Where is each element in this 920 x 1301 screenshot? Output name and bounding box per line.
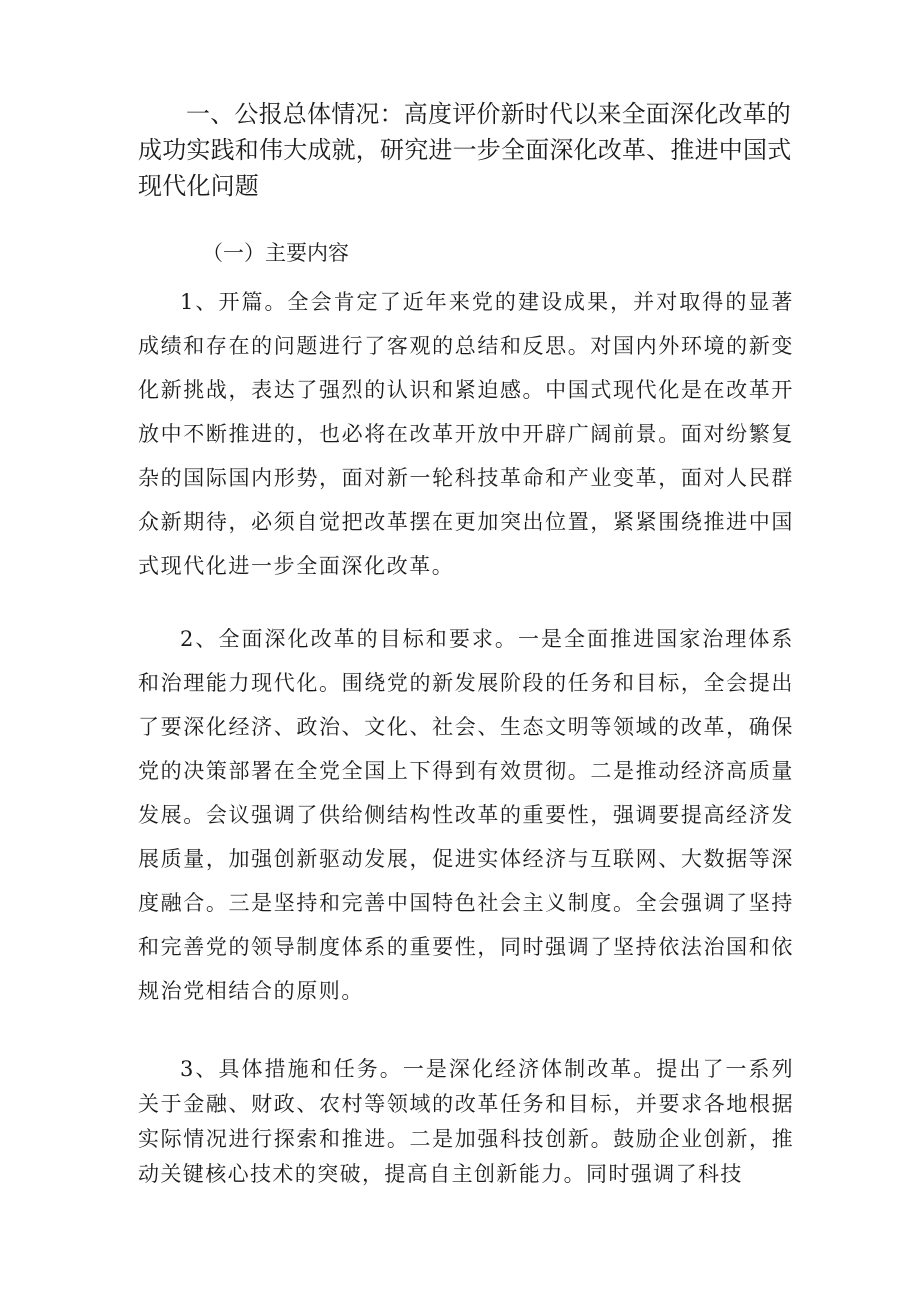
paragraph-opening: 1、开篇。全会肯定了近年来党的建设成果，并对取得的显著成绩和存在的问题进行了客观的总结和反思。对国内外环境的新变化新挑战，表达了强烈的认识和紧迫感。中国式现代化是在改革开放中不断推进的，也必将在改革开放中开辟广阔前景。面对纷繁复杂的国际国内形势，面对新一轮科技革命和产业变革，面对人民群众新期待，必须自觉把改革摆在更加突出位置，紧紧围绕推进中国式现代化进一步全面深化改革。 [138, 290, 794, 578]
paragraph-goals: 2、全面深化改革的目标和要求。一是全面推进国家治理体系和治理能力现代化。围绕党的新发展阶段的任务和目标，全会提出了要深化经济、政治、文化、社会、生态文明等领域的改革，确保党的决策部署在全党全国上下得到有效贯彻。二是推动经济高质量发展。会议强调了供给侧结构性改革的重要性，强调要提高经济发展质量，加强创新驱动发展，促进实体经济与互联网、大数据等深度融合。三是坚持和完善中国特色社会主义制度。全会强调了坚持和完善党的领导制度体系的重要性，同时强调了坚持依法治国和依规治党相结合的原则。 [138, 627, 794, 1003]
subsection-heading: （一）主要内容 [202, 241, 349, 265]
paragraph-measures: 3、具体措施和任务。一是深化经济体制改革。提出了一系列关于金融、财政、农村等领域的改革任务和目标，并要求各地根据实际情况进行探索和推进。二是加强科技创新。鼓励企业创新，推动关键核心技术的突破，提高自主创新能力。同时强调了科技 [138, 1057, 794, 1186]
section-heading: 一、公报总体情况：高度评价新时代以来全面深化改革的成功实践和伟大成就，研究进一步全面深化改革、推进中国式现代化问题 [138, 100, 792, 200]
